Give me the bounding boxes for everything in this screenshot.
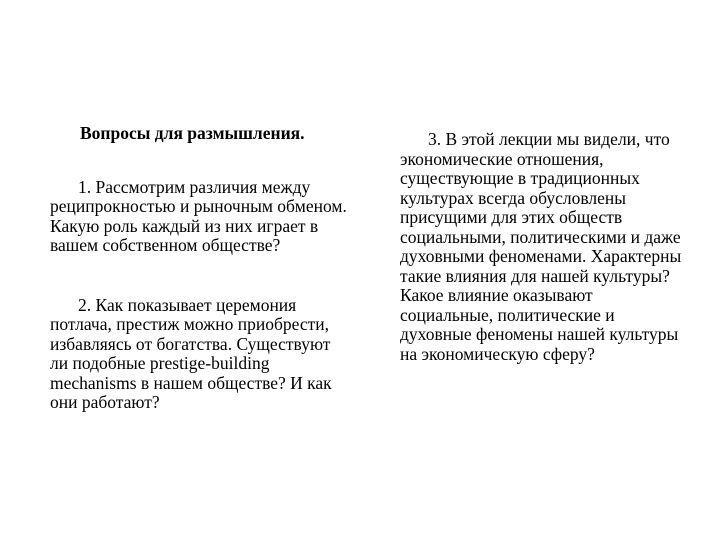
reflection-heading: Вопросы для размышления.	[80, 123, 305, 143]
right-column	[400, 130, 690, 364]
question-2: 2. Как показывает церемония потлача, престиж можно приобрести, избавляясь от богатства. Существуют ли подобные prestige-building mechanisms в нашем обществе? И как они работают?	[50, 294, 332, 412]
question-3: 3. В этой лекции мы видели, что экономические отношения, существующие в традиционных культурах всегда обусловлены присущими для этих обществ социальными, политическими и даже духовными феноменами. Характерны такие влияния для нашей культуры? Какое влияние оказывают социальные, политические и духовные феномены нашей культуры на экономическую сферу?	[400, 129, 682, 364]
left-column	[50, 124, 352, 413]
question-1: 1. Рассмотрим различия между реципрокностью и рыночным обменом. Какую роль каждый из них играет в вашем собственном обществе?	[50, 176, 347, 255]
